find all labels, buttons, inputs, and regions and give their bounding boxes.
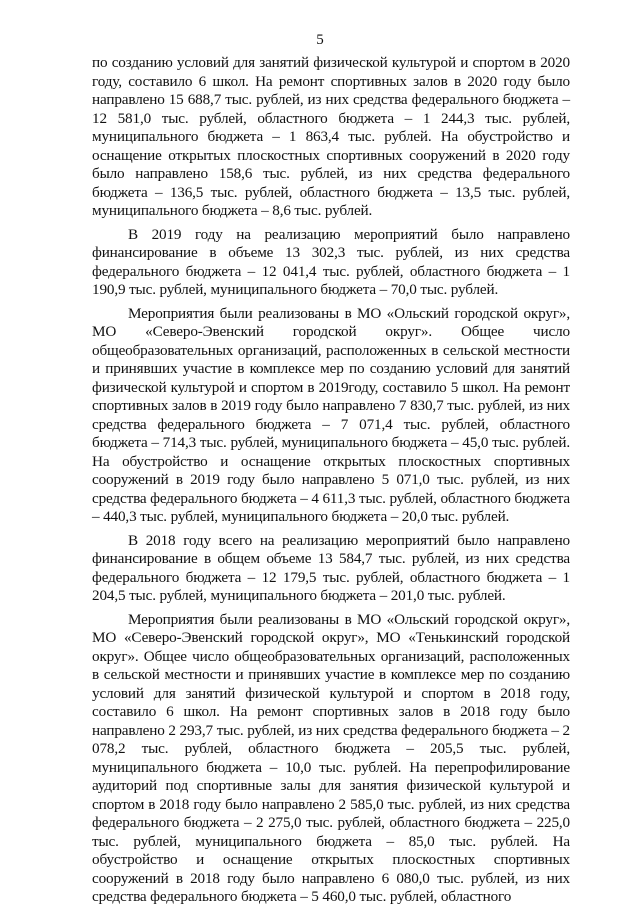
paragraph-2019-financing: В 2019 году на реализацию мероприятий было направлено финансирование в объеме 13 302,3 тыс. рублей, из них средства федерального бюджета – 12 041,4 тыс. рублей, областного бюджета – 1 190,9 тыс. рублей, муниципального бюджета – 70,0 тыс. рублей. bbox=[92, 225, 570, 298]
paragraph-2019-measures: Мероприятия были реализованы в МО «Ольский городской округ», МО «Северо-Эвенский городской округ». Общее число общеобразовательных организаций, расположенных в сельской местности и принявших участие в комплексе мер по созданию условий для занятий физической культурой и спортом в 2019году, составило 5 школ. На ремонт спортивных залов в 2019 году было направлено 7 830,7 тыс. рублей, из них средства федерального бюджета – 7 071,4 тыс. рублей, областного бюджета – 714,3 тыс. рублей, муниципального бюджета – 45,0 тыс. рублей. На обустройство и оснащение открытых плоскостных спортивных сооружений в 2019 году было направлено 5 071,0 тыс. рублей, из них средства федерального бюджета – 4 611,3 тыс. рублей, областного бюджета – 440,3 тыс. рублей, муниципального бюджета – 20,0 тыс. рублей. bbox=[92, 304, 570, 525]
document-body bbox=[92, 54, 570, 912]
paragraph-2018-measures: Мероприятия были реализованы в МО «Ольский городской округ», МО «Северо-Эвенский городской округ», МО «Тенькинский городской округ». Общее число общеобразовательных организаций, расположенных в сельской местности и принявших участие в комплексе мер по созданию условий для занятий физической культурой и спортом в 2018 году, составило 6 школ. На ремонт спортивных залов в 2018 году было направлено 2 293,7 тыс. рублей, из них средства федерального бюджета – 2 078,2 тыс. рублей, областного бюджета – 205,5 тыс. рублей, муниципального бюджета – 10,0 тыс. рублей. На перепрофилирование аудиторий под спортивные залы для занятия физической культурой и спортом в 2018 году было направлено 2 585,0 тыс. рублей, из них средства федерального бюджета – 2 275,0 тыс. рублей, областного бюджета – 225,0 тыс. рублей, муниципального бюджета – 85,0 тыс. рублей. На обустройство и оснащение открытых плоскостных спортивных сооружений в 2018 году было направлено 6 080,0 тыс. рублей, из них средства федерального бюджета – 5 460,0 тыс. рублей, областного bbox=[92, 610, 570, 905]
paragraph-2018-financing: В 2018 году всего на реализацию мероприятий было направлено финансирование в общем объеме 13 584,7 тыс. рублей, из них средства федерального бюджета – 12 179,5 тыс. рублей, областного бюджета – 1 204,5 тыс. рублей, муниципального бюджета – 201,0 тыс. рублей. bbox=[92, 531, 570, 604]
page-number: 5 bbox=[316, 32, 324, 48]
paragraph-continuation-2020: по созданию условий для занятий физической культурой и спортом в 2020 году, составило 6 школ. На ремонт спортивных залов в 2020 году было направлено 15 688,7 тыс. рублей, из них средства федерального бюджета – 12 581,0 тыс. рублей, областного бюджета – 1 244,3 тыс. рублей, муниципального бюджета – 1 863,4 тыс. рублей. На обустройство и оснащение открытых плоскостных спортивных сооружений в 2020 году было направлено 158,6 тыс. рублей, из них средства федерального бюджета – 136,5 тыс. рублей, областного бюджета – 13,5 тыс. рублей, муниципального бюджета – 8,6 тыс. рублей. bbox=[92, 54, 570, 219]
